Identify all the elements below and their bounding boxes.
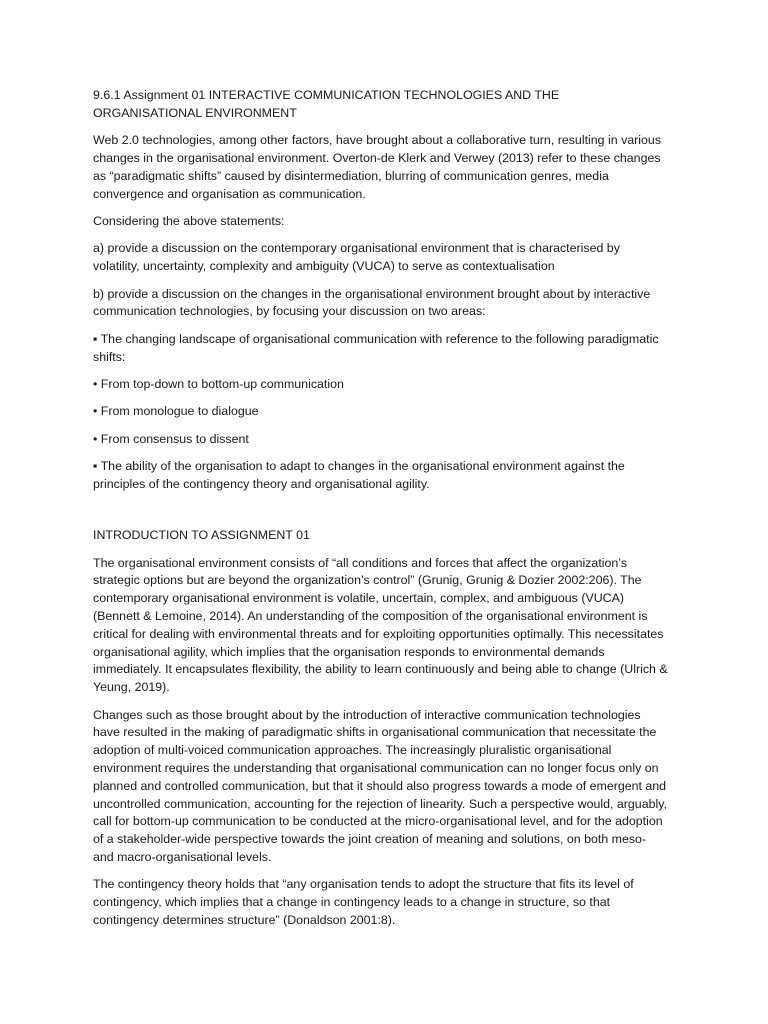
task-b: b) provide a discussion on the changes in the organisational environment brought about by interactive communication technologies, by focusing your discussion on two areas: [93,286,651,319]
intro-paragraph: Web 2.0 technologies, among other factors, have brought about a collaborative turn, resulting in various changes in the organisational environment. Overton-de Klerk and Verwey (2013) refer to these changes as “paradigmatic shifts” caused by disintermediation, blurring of communication genres, media convergence and organisation as communication. [93,133,662,201]
shift-item: • From top-down to bottom-up communication [93,376,344,391]
shift-item: • From consensus to dissent [93,431,249,446]
focus-area-2: ▪ The ability of the organisation to adapt to changes in the organisational environment against the principles of the contingency theory and organisational agility. [93,459,625,491]
body-paragraph: The contingency theory holds that “any organisation tends to adopt the structure that fits its level of contingency, which implies that a change in contingency leads to a change in structure, so that contingency determines structure” (Donaldson 2001:8). [93,877,634,927]
shift-item: • From monologue to dialogue [93,404,259,419]
task-a: a) provide a discussion on the contemporary organisational environment that is characterised by volatility, uncertainty, complexity and ambiguity (VUCA) to serve as contextualisation [93,241,620,274]
section-spacer [93,503,668,527]
body-paragraph: The organisational environment consists of “all conditions and forces that affect the organization’s strategic options but are beyond the organization’s control” (Grunig, Grunig & Dozier 2002:206). The contemporary organisational environment is volatile, uncertain, complex, and ambiguous (VUCA) (Bennett & Lemoine, 2014). An understanding of the composition of the organisational environment is critical for dealing with environmental threats and for exploiting opportunities optimally. This necessitates organisational agility, which implies that the organisation responds to environmental demands immediately. It encapsulates flexibility, the ability to learn continuously and being able to change (Ulrich & Yeung, 2019). [93,555,668,695]
focus-area-1: ▪ The changing landscape of organisational communication with reference to the following paradigmatic shifts: [93,331,659,364]
assignment-title: 9.6.1 Assignment 01 INTERACTIVE COMMUNICATION TECHNOLOGIES AND THE ORGANISATIONAL ENVIRONMENT [93,88,560,120]
section-heading: INTRODUCTION TO ASSIGNMENT 01 [93,528,310,543]
considering-statement: Considering the above statements: [93,213,285,228]
body-paragraph: Changes such as those brought about by the introduction of interactive communication technologies have resulted in the making of paradigmatic shifts in organisational communication that necessitate the adoption of multi-voiced communication approaches. The increasingly pluralistic organisational environment requires the understanding that organisational communication can no longer focus only on planned and controlled communication, but that it should also progress towards a mode of emergent and uncontrolled communication, accounting for the rejection of linearity. Such a perspective would, arguably, call for bottom-up communication to be conducted at the micro-organisational level, and for the adoption of a stakeholder-wide perspective towards the joint creation of meaning and solutions, on both meso- and macro-organisational levels. [93,707,667,865]
